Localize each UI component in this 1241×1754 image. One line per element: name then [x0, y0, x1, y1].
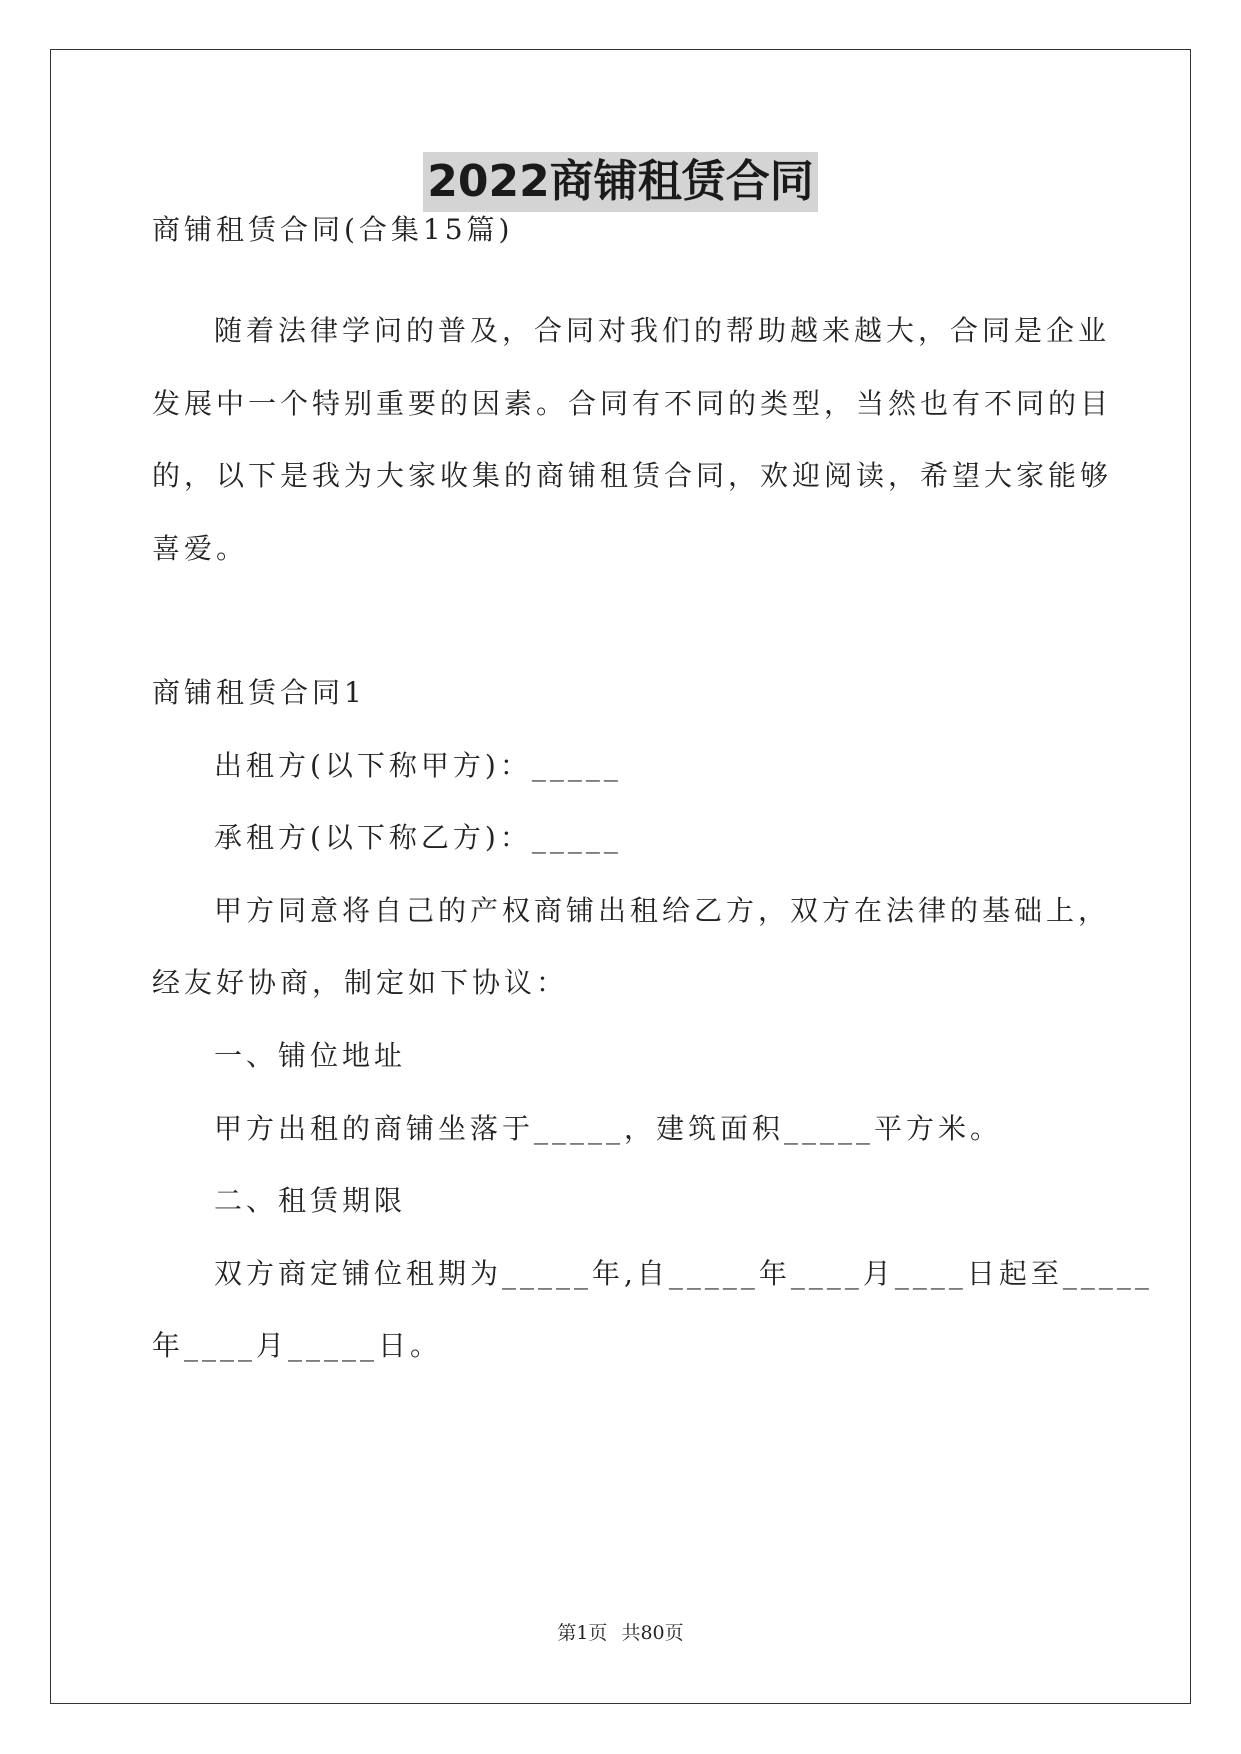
intro-line-4: 喜爱。 — [152, 532, 249, 565]
agreement-line-2: 经友好协商，制定如下协议： — [152, 966, 569, 999]
intro-line-1: 随着法律学问的普及，合同对我们的帮助越来越大，合同是企业 — [214, 314, 1111, 347]
clause2-line-2: 年____月_____日。 — [152, 1329, 443, 1362]
document-subtitle: 商铺租赁合同(合集15篇) — [152, 213, 514, 246]
clause2-line-1: 双方商定铺位租期为_____年,自_____年____月____日起至_____ — [214, 1257, 1153, 1290]
title-wrap — [0, 152, 1241, 212]
clause1-text: 甲方出租的商铺坐落于_____，建筑面积_____平方米。 — [214, 1112, 1003, 1145]
section-heading: 商铺租赁合同1 — [152, 676, 366, 709]
lessee-line: 承租方(以下称乙方)：_____ — [214, 821, 622, 854]
page-number: 第1页 — [557, 1622, 608, 1644]
page-total: 共80页 — [621, 1622, 684, 1644]
clause1-heading: 一、铺位地址 — [214, 1039, 407, 1072]
document-title: 2022商铺租赁合同 — [423, 152, 817, 212]
page-footer — [0, 1618, 1241, 1645]
clause2-heading: 二、租赁期限 — [214, 1184, 407, 1217]
lessor-line: 出租方(以下称甲方)：_____ — [214, 749, 622, 782]
intro-line-3: 的，以下是我为大家收集的商铺租赁合同，欢迎阅读，希望大家能够 — [152, 459, 1113, 492]
intro-line-2: 发展中一个特别重要的因素。合同有不同的类型，当然也有不同的目 — [152, 387, 1113, 420]
page-border — [50, 49, 1191, 1704]
agreement-line-1: 甲方同意将自己的产权商铺出租给乙方，双方在法律的基础上， — [214, 894, 1111, 927]
